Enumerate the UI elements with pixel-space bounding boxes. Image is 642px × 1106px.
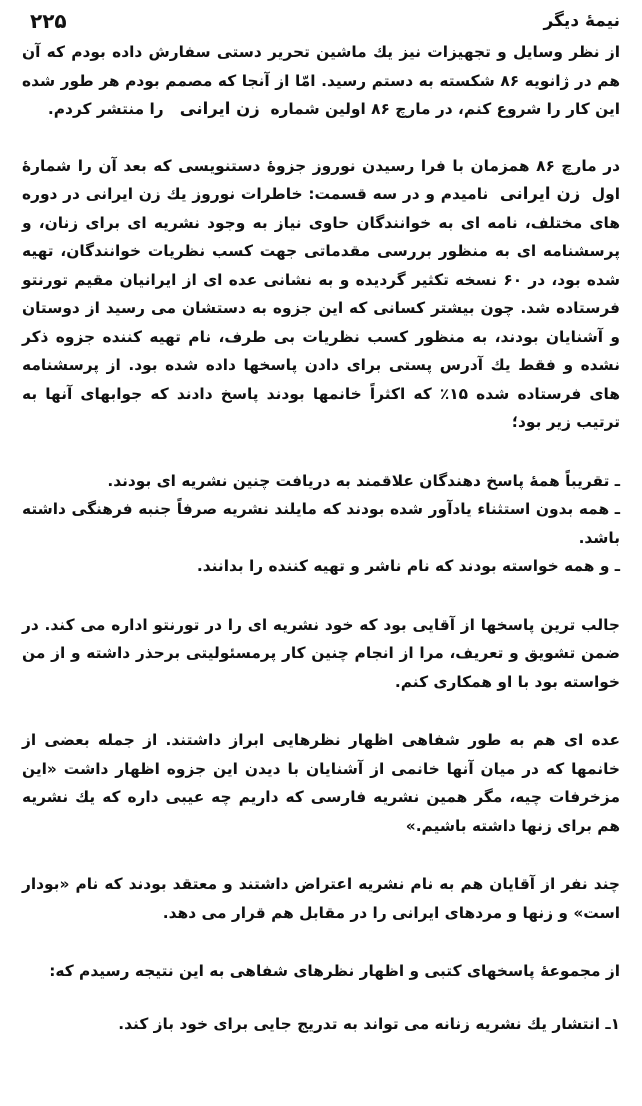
paragraph-2-lead: در مارچ ۸۶ همزمان با فرا رسیدن نوروز جزوهٔ دستنویسی که بعد آن را شمارهٔ اول xyxy=(22,156,620,203)
paragraph-2 xyxy=(22,152,620,437)
paragraph-2-text: نامیدم و در سه قسمت: خاطرات نوروز یك زن ایرانی در دوره های مختلف، نامه ای به خوانندگان حاوی نیاز به وجود نشریه ای برای زنان، و پرسشنامه ای به منظور بررسی مقدماتی جهت کسب نظریات خوانندگان، تهیه شده بود، در ۶۰ نسخه تکثیر گردیده و به نشانی عده ای از ایرانیان مقیم تورنتو فرستاده شد. چون بیشتر کسانی که این جزوه به دستشان می رسید از دوستان و آشنایان بودند، به منظور کسب نظریات بی طرف، نام تهیه کننده جزوه ذکر نشده و فقط یك آدرس پستی برای دادن پاسخها داده شده بود. از پرسشنامه های فرستاده شده ۱۵٪ که اکثراً خانمها بودند پاسخ دادند که جوابهای آنها به ترتیب زیر بود؛ xyxy=(22,185,620,431)
paragraph-6: از مجموعهٔ پاسخهای کتبی و اظهار نظرهای شفاهی به این نتیجه رسیدم که: xyxy=(49,962,620,980)
paragraph-1-text: از نظر وسایل و تجهیزات نیز یك ماشین تحریر دستی سفارش داده بودم که آن هم در ژانویه ۸۶ شکسته به دستم رسید. امّا از آنجا که مصمم بودم هر طور شده این کار را شروع کنم، در مارچ ۸۶ اولین شماره xyxy=(22,43,621,118)
list-item: ـ همه بدون استثناء یادآور شده بودند که مایلند نشریه صرفاً جنبه فرهنگی داشته باشد. xyxy=(22,500,620,547)
list-item: ـ تقریباً همهٔ پاسخ دهندگان علاقمند به دریافت چنین نشریه ای بودند. xyxy=(107,471,620,490)
page-header xyxy=(30,6,620,36)
paragraph-4: عده ای هم به طور شفاهی اظهار نظرهایی ابراز داشتند. از جمله بعضی از خانمها که در میان آنها خانمی از آشنایان با دیدن این جزوه اظهار داشت «این مزخرفات چیه، مگر همین نشریه فارسی که داریم چه عیبی داره که یك نشریه هم برای زنها داشته باشیم.» xyxy=(22,731,620,835)
paragraph-1 xyxy=(22,38,620,124)
magazine-title: زن ایرانی xyxy=(179,99,260,118)
paragraph-1-tail: را منتشر کردم. xyxy=(47,100,164,118)
paragraph-7: ۱ـ انتشار یك نشریه زنانه می تواند به تدریج جایی برای خود باز کند. xyxy=(118,1014,620,1033)
body-text xyxy=(22,38,620,1038)
magazine-title: زن ایرانی xyxy=(499,184,581,203)
paragraph-5: چند نفر از آقایان هم به نام نشریه اعتراض داشتند و معتقد بودند که نام «بودار است» و زنها و مردهای ایرانی را در مقابل هم قرار می دهد. xyxy=(22,875,620,922)
list-item: ـ و همه خواسته بودند که نام ناشر و تهیه کننده را بدانند. xyxy=(196,557,620,575)
response-list xyxy=(22,467,620,581)
running-title: نیمهٔ دیگر xyxy=(543,11,620,31)
page-number: ۲۲۵ xyxy=(30,9,67,33)
paragraph-3: جالب ترین پاسخها از آقایی بود که خود نشریه ای را در تورنتو اداره می کند. در ضمن تشویق و تعریف، مرا از انجام چنین کار پرمسئولیتی برحذر داشته و از من خواسته بود با او همکاری کنم. xyxy=(22,615,620,691)
